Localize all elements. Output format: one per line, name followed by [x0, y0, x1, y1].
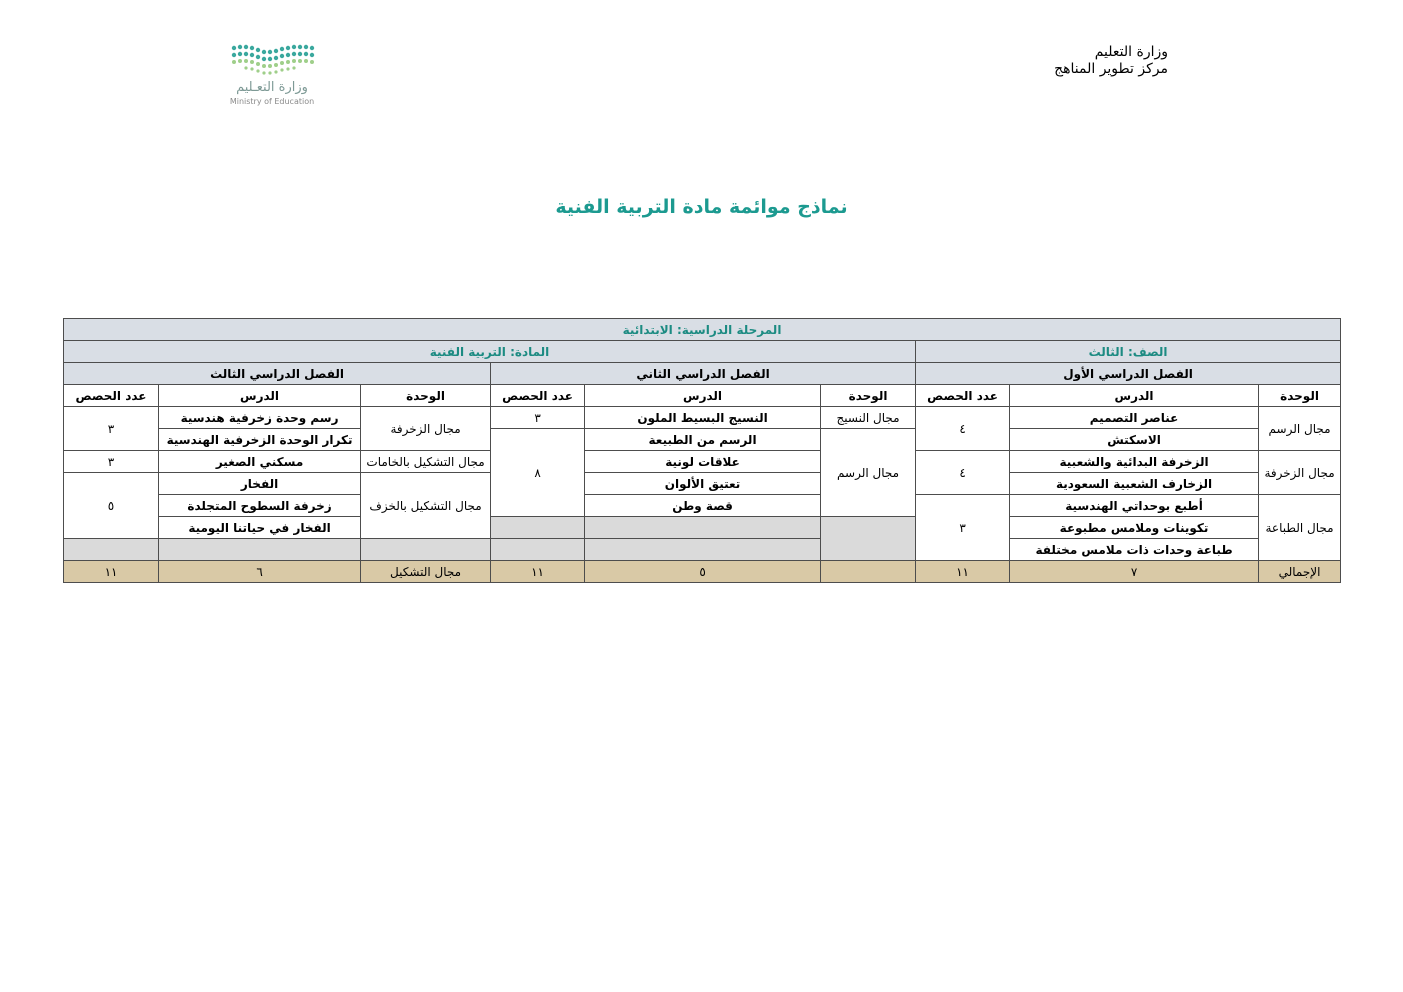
logo-caption — [222, 80, 322, 106]
s2-periods-cell: ٣ — [491, 407, 585, 429]
s1-unit-cell: مجال الرسم — [1259, 407, 1341, 451]
empty-cell — [491, 539, 585, 561]
empty-cell — [821, 517, 916, 561]
s1-periods-cell: ٤ — [916, 451, 1010, 495]
table-row — [64, 319, 1341, 341]
s1-lesson-cell: طباعة وحدات ذات ملامس مختلفة — [1010, 539, 1259, 561]
s1-periods-cell: ٤ — [916, 407, 1010, 451]
table-row — [64, 517, 1341, 539]
s1-total-lessons: ٧ — [1010, 561, 1259, 583]
semester-3-header: الفصل الدراسي الثالث — [64, 363, 491, 385]
empty-cell — [64, 539, 159, 561]
totals-row — [64, 561, 1341, 583]
grade-cell: الصف: الثالث — [916, 341, 1341, 363]
header-block — [1000, 44, 1168, 78]
s3-lesson-cell: تكرار الوحدة الزخرفية الهندسية — [159, 429, 361, 451]
empty-cell — [585, 517, 821, 539]
s3-total-lessons: ٦ — [159, 561, 361, 583]
curriculum-table — [63, 318, 1341, 583]
col-header-lesson: الدرس — [585, 385, 821, 407]
s3-total-unit: مجال التشكيل — [361, 561, 491, 583]
semester-2-header: الفصل الدراسي الثاني — [491, 363, 916, 385]
table-row — [64, 473, 1341, 495]
center-name: مركز تطوير المناهج — [1054, 61, 1168, 77]
s1-lesson-cell: الاسكتش — [1010, 429, 1259, 451]
col-header-periods: عدد الحصص — [916, 385, 1010, 407]
s3-lesson-cell: رسم وحدة زخرفية هندسية — [159, 407, 361, 429]
col-header-lesson: الدرس — [159, 385, 361, 407]
empty-cell — [159, 539, 361, 561]
table-row — [64, 451, 1341, 473]
col-header-unit: الوحدة — [1259, 385, 1341, 407]
table-row — [64, 341, 1341, 363]
s3-periods-cell: ٥ — [64, 473, 159, 539]
col-header-unit: الوحدة — [361, 385, 491, 407]
s2-total-periods: ١١ — [491, 561, 585, 583]
s3-unit-cell: مجال التشكيل بالخامات — [361, 451, 491, 473]
s3-periods-cell: ٣ — [64, 451, 159, 473]
table-row — [64, 495, 1341, 517]
empty-cell — [491, 517, 585, 539]
s1-lesson-cell: تكوينات وملامس مطبوعة — [1010, 517, 1259, 539]
s2-periods-cell: ٨ — [491, 429, 585, 517]
col-header-periods: عدد الحصص — [491, 385, 585, 407]
ministry-name: وزارة التعليم — [1094, 44, 1168, 60]
s3-total-periods: ١١ — [64, 561, 159, 583]
s3-lesson-cell: الفخار — [159, 473, 361, 495]
s2-total-unit — [821, 561, 916, 583]
subject-cell: المادة: التربية الفنية — [64, 341, 916, 363]
s2-unit-cell: مجال الرسم — [821, 429, 916, 517]
s2-total-lessons: ٥ — [585, 561, 821, 583]
s1-lesson-cell: الزخارف الشعبية السعودية — [1010, 473, 1259, 495]
s3-lesson-cell: الفخار في حياتنا اليومية — [159, 517, 361, 539]
s3-lesson-cell: مسكني الصغير — [159, 451, 361, 473]
s2-unit-cell: مجال النسيج — [821, 407, 916, 429]
empty-cell — [585, 539, 821, 561]
s3-unit-cell: مجال التشكيل بالخزف — [361, 473, 491, 539]
table-row — [64, 407, 1341, 429]
s2-lesson-cell: علاقات لونية — [585, 451, 821, 473]
s3-lesson-cell: زخرفة السطوح المتجلدة — [159, 495, 361, 517]
logo-arabic-text: وزارة التعـليم — [236, 80, 308, 95]
stage-cell: المرحلة الدراسية: الابتدائية — [64, 319, 1341, 341]
s2-lesson-cell: تعتيق الألوان — [585, 473, 821, 495]
col-header-periods: عدد الحصص — [64, 385, 159, 407]
s1-unit-cell: مجال الطباعة — [1259, 495, 1341, 561]
s1-lesson-cell: أطبع بوحداتي الهندسية — [1010, 495, 1259, 517]
s1-total-periods: ١١ — [916, 561, 1010, 583]
s2-lesson-cell: الرسم من الطبيعة — [585, 429, 821, 451]
empty-cell — [361, 539, 491, 561]
page-title: نماذج موائمة مادة التربية الفنية — [555, 196, 848, 218]
col-header-lesson: الدرس — [1010, 385, 1259, 407]
s1-unit-cell: مجال الزخرفة — [1259, 451, 1341, 495]
table-row — [64, 429, 1341, 451]
s1-lesson-cell: عناصر التصميم — [1010, 407, 1259, 429]
column-header-row — [64, 385, 1341, 407]
s3-unit-cell: مجال الزخرفة — [361, 407, 491, 451]
table-row — [64, 363, 1341, 385]
s1-lesson-cell: الزخرفة البدائية والشعبية — [1010, 451, 1259, 473]
semester-1-header: الفصل الدراسي الأول — [916, 363, 1341, 385]
s1-periods-cell: ٣ — [916, 495, 1010, 561]
table-row — [64, 539, 1341, 561]
s2-lesson-cell: النسيج البسيط الملون — [585, 407, 821, 429]
totals-label: الإجمالي — [1259, 561, 1341, 583]
col-header-unit: الوحدة — [821, 385, 916, 407]
logo-english-text: Ministry of Education — [229, 97, 315, 106]
s3-periods-cell: ٣ — [64, 407, 159, 451]
s2-lesson-cell: قصة وطن — [585, 495, 821, 517]
